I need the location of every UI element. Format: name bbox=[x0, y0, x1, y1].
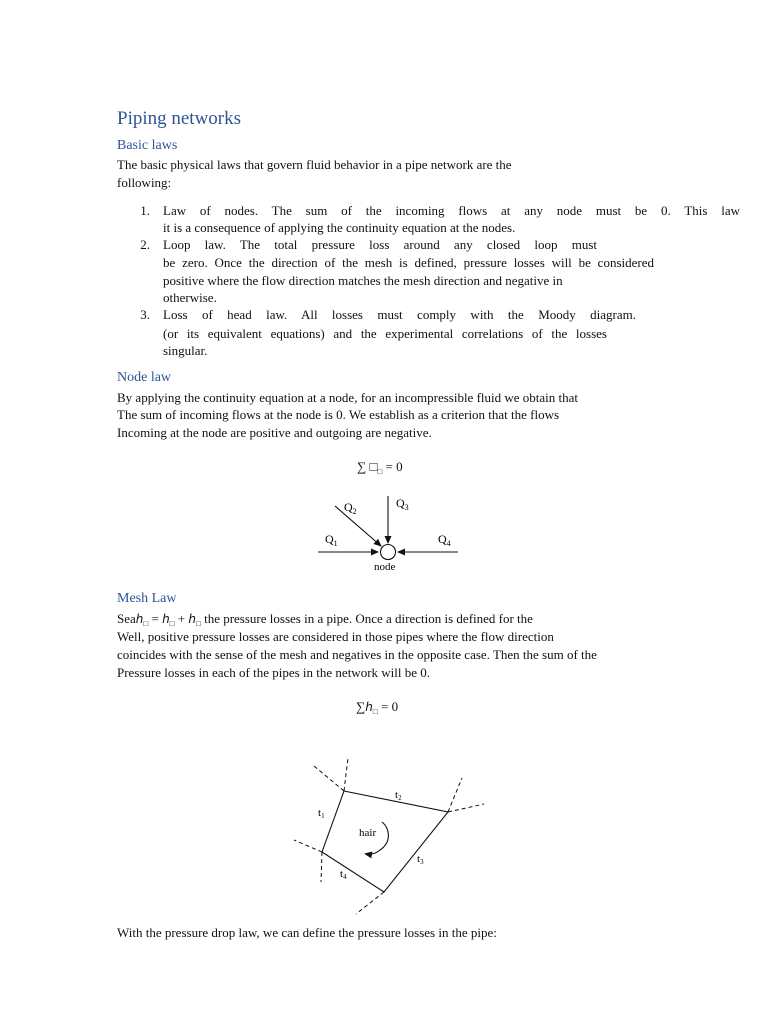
pipe-extension bbox=[344, 758, 348, 791]
t3-label: t3 bbox=[417, 853, 424, 866]
mesh-law-line-4: Pressure losses in each of the pipes in the network will be 0. bbox=[117, 665, 431, 680]
pipe-extension bbox=[356, 892, 384, 914]
missing-glyph-box: □ bbox=[377, 467, 383, 476]
node-law-line-2: The sum of incoming flows at the node is 0. We establish as a criterion that the flows bbox=[117, 407, 560, 422]
pipe-extension bbox=[448, 778, 462, 812]
basic-laws-intro-line-1: The basic physical laws that govern fluid behavior in a pipe network are the bbox=[117, 157, 512, 172]
node-diagram bbox=[300, 488, 470, 578]
q3-label: $Q_3$ bbox=[396, 496, 409, 512]
missing-glyph-box: □ bbox=[195, 619, 201, 628]
missing-glyph-box: □ bbox=[372, 707, 378, 716]
q4-label: $Q_4$ bbox=[438, 532, 451, 548]
sum-symbol: ∑ bbox=[356, 699, 366, 714]
q2-arrow bbox=[335, 506, 381, 546]
list-item-number: 1. bbox=[140, 203, 150, 218]
page-title: Piping networks bbox=[117, 108, 242, 129]
node-law-line-3: Incoming at the node are positive and outgoing are negative. bbox=[117, 425, 432, 440]
pipe-extension bbox=[294, 840, 322, 852]
q2-label: $Q_2$ bbox=[344, 500, 357, 516]
equals-sign: = bbox=[148, 611, 163, 626]
h-symbol: h bbox=[188, 612, 196, 626]
missing-glyph-box: □ bbox=[369, 459, 378, 474]
mesh-law-suffix: the pressure losses in a pipe. Once a direction is defined for the bbox=[200, 611, 533, 626]
node-circle bbox=[381, 545, 396, 560]
missing-glyph-box: □ bbox=[143, 619, 149, 628]
node-law-heading: Node law bbox=[117, 370, 172, 385]
list-item-2-line-4: otherwise. bbox=[163, 290, 217, 305]
pipe-extension bbox=[448, 804, 484, 812]
q1-label: $Q_1$ bbox=[325, 532, 338, 548]
list-item-2-line-1: Loop law. The total pressure loss around any closed loop must bbox=[163, 237, 597, 252]
basic-laws-intro-line-2: following: bbox=[117, 175, 172, 190]
list-item-number: 2. bbox=[140, 237, 150, 252]
mesh-law-heading: Mesh Law bbox=[117, 591, 177, 606]
closing-line: With the pressure drop law, we can define the pressure losses in the pipe: bbox=[117, 925, 497, 940]
list-item-number: 3. bbox=[140, 307, 150, 322]
list-item-1-line-1: Law of nodes. The sum of the incoming flows at any node must be 0. This law bbox=[163, 203, 740, 218]
t2-label: t2 bbox=[395, 789, 402, 802]
mesh-center-label: hair bbox=[359, 827, 377, 839]
pipe-extension bbox=[321, 852, 322, 882]
mesh-law-line-3: coincides with the sense of the mesh and negatives in the opposite case. Then the sum of the bbox=[117, 647, 597, 662]
plus-sign: + bbox=[174, 611, 189, 626]
mesh-law-line-2: Well, positive pressure losses are considered in those pipes where the flow direction bbox=[117, 629, 554, 644]
h-symbol: h bbox=[365, 700, 373, 714]
node-law-line-1: By applying the continuity equation at a node, for an incompressible fluid we obtain that bbox=[117, 390, 579, 405]
equation-rhs: = 0 bbox=[385, 459, 403, 474]
basic-laws-heading: Basic laws bbox=[117, 138, 178, 153]
h-symbol: h bbox=[135, 612, 144, 626]
sum-symbol: ∑ bbox=[357, 459, 367, 474]
list-item-3-line-3: singular. bbox=[163, 343, 208, 358]
pipe-extension bbox=[314, 766, 344, 791]
t4-label: t4 bbox=[340, 868, 347, 881]
list-item-1-line-2: it is a consequence of applying the continuity equation at the nodes. bbox=[163, 220, 516, 235]
missing-glyph-box: □ bbox=[169, 619, 175, 628]
mesh-diagram bbox=[290, 752, 490, 920]
list-item-3-line-1: Loss of head law. All losses must comply with the Moody diagram. bbox=[163, 307, 636, 322]
mesh-law-prefix: Sea bbox=[117, 611, 136, 626]
node-label: node bbox=[374, 561, 396, 573]
h-symbol: h bbox=[162, 612, 170, 626]
equation-rhs: = 0 bbox=[380, 699, 399, 714]
t1-label: t1 bbox=[318, 807, 325, 820]
list-item-2-line-3: positive where the flow direction matches the mesh direction and negative in bbox=[163, 273, 563, 288]
list-item-3-line-2: (or its equivalent equations) and the experimental correlations of the losses bbox=[163, 326, 607, 341]
list-item-2-line-2: be zero. Once the direction of the mesh is defined, pressure losses will be considered bbox=[163, 255, 654, 270]
mesh-law-equation bbox=[356, 699, 398, 716]
node-law-equation bbox=[357, 459, 403, 476]
